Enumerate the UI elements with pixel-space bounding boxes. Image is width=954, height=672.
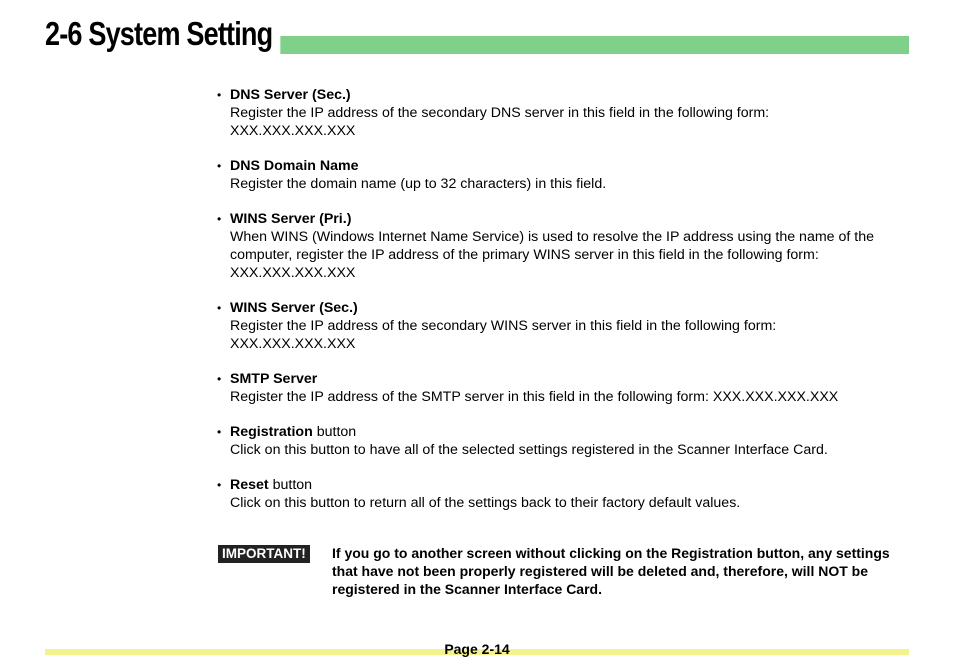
item-text: Register the domain name (up to 32 characters) in this field. [230,175,607,192]
list-item [217,371,907,407]
list-item [217,300,907,353]
bullet: • [217,300,222,315]
bullet: • [217,425,222,440]
item-title: DNS Server (Sec.) [230,87,351,103]
page-title: 2-6 System Setting [45,14,281,54]
settings-list [217,87,907,531]
bullet: • [217,371,222,386]
page-number: Page 2-14 [444,641,510,657]
item-text: Register the IP address of the SMTP server in this field in the following form: XXX.XXX.XXX.XXX [230,388,839,405]
item-text: computer, register the IP address of the primary WINS server in this field in the following form: [230,246,819,263]
important-text: If you go to another screen without clicking on the Registration button, any settings that have not been properly registered will be deleted and, therefore, will NOT be registered in the Scanner Interface Card. [332,545,890,597]
important-label: IMPORTANT! [218,545,310,563]
bullet: • [217,158,222,173]
item-title: Reset [230,477,269,494]
item-title: DNS Domain Name [230,157,359,174]
item-text: Click on this button to return all of the settings back to their factory default values. [230,495,741,512]
item-text: Register the IP address of the secondary WINS server in this field in the following form: [230,317,777,334]
item-title: Registration [230,424,313,441]
item-text: XXX.XXX.XXX.XXX [230,264,356,281]
list-item [217,87,907,140]
item-title: SMTP Server [230,370,318,387]
item-title: WINS Server (Pri.) [230,211,352,228]
list-item [217,211,907,282]
list-item [217,158,907,194]
item-text: Click on this button to have all of the selected settings registered in the Scanner Interface Card. [230,441,828,458]
item-text: Register the IP address of the secondary DNS server in this field in the following form: [230,104,770,121]
list-item: • Registration button Click on this button to have all of the selected settings registered in the Scanner Interface Card. [217,424,907,460]
item-text: XXX.XXX.XXX.XXX [230,122,356,139]
item-title: WINS Server (Sec.) [230,299,358,316]
bullet: • [217,88,222,102]
bullet: • [217,212,222,227]
item-text: When WINS (Windows Internet Name Service) is used to resolve the IP address using the name of the [230,228,874,245]
bullet: • [217,478,222,493]
item-text: XXX.XXX.XXX.XXX [230,335,356,352]
list-item: • Reset button Click on this button to return all of the settings back to their factory default values. [217,477,907,513]
